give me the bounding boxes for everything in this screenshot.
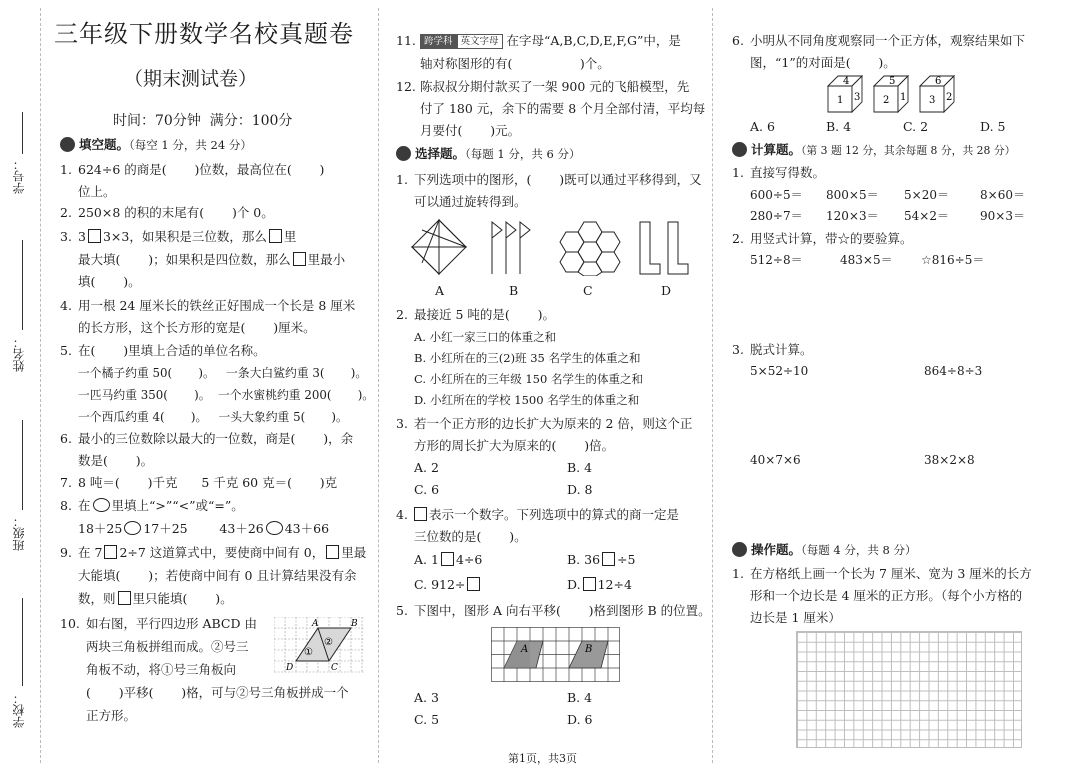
q3-line1: 3 3×3，如果积是三位数，那么 里 bbox=[78, 229, 297, 244]
cube-views-figure bbox=[826, 74, 976, 114]
triangle-2-label: ② bbox=[324, 637, 333, 648]
q6b-opt-c[interactable]: C. 2 bbox=[903, 119, 929, 134]
q5-line1: 在( )里填上合适的单位名称。 bbox=[78, 343, 266, 358]
calc2-number: 2. bbox=[732, 231, 744, 246]
q7-number: 7. bbox=[60, 475, 72, 490]
blank-box[interactable] bbox=[326, 545, 339, 559]
q10-line2: 两块三角板拼组而成。②号三 bbox=[86, 639, 249, 654]
q8-line1: 在 里填上“>”“<”或“=”。 bbox=[78, 498, 244, 513]
blank-box bbox=[467, 577, 480, 591]
q8-number: 8. bbox=[60, 498, 72, 513]
q9-line3: 数，则 里只能填( )。 bbox=[78, 591, 233, 606]
c-q2-opt-d[interactable]: D. 小红所在的学校 1500 名学生的体重之和 bbox=[414, 393, 640, 407]
q6-line2: 数是( )。 bbox=[78, 453, 154, 468]
q6-number: 6. bbox=[60, 431, 72, 446]
q12-line2: 付了 180 元，余下的需要 8 个月全部付清，平均每 bbox=[420, 101, 706, 116]
q10-line1: 如右图，平行四边形 ABCD 由 bbox=[86, 616, 257, 631]
cube2-front: 2 bbox=[883, 95, 890, 106]
cube1-front: 1 bbox=[837, 95, 844, 106]
q6b-line1: 小明从不同角度观察同一个正方体，观察结果如下 bbox=[750, 33, 1026, 48]
student-no-label: 学号： bbox=[12, 158, 26, 194]
shape-d-figure bbox=[638, 218, 692, 276]
c-q2-opt-c[interactable]: C. 小红所在的三年级 150 名学生的体重之和 bbox=[414, 372, 643, 386]
q5-line4: 一个西瓜约重 4( )。 一头大象约重 5( )。 bbox=[78, 410, 348, 424]
blank-box[interactable] bbox=[293, 252, 306, 266]
q6b-opt-b[interactable]: B. 4 bbox=[826, 119, 852, 134]
q2-line1: 250×8 的积的末尾有( )个 0。 bbox=[78, 205, 274, 220]
school-line bbox=[22, 598, 23, 686]
cube1-side: 3 bbox=[854, 92, 861, 103]
q1-line2: 位上。 bbox=[78, 184, 116, 199]
c-q3-opt-a[interactable]: A. 2 bbox=[414, 460, 439, 475]
section-3-heading: 计算题。（第 3 题 12 分，其余每题 8 分，共 28 分） bbox=[732, 141, 1015, 160]
section-badge bbox=[732, 542, 747, 557]
q11-line1: 跨学科 英文字母 在字母“A,B,C,D,E,F,G”中，是 bbox=[420, 31, 681, 51]
c-q3-line2: 方形的周长扩大为原来的( )倍。 bbox=[414, 438, 615, 453]
q4-line1: 用一根 24 厘米长的铁丝正好围成一个长是 8 厘米 bbox=[78, 298, 356, 313]
shape-a-figure bbox=[410, 218, 468, 276]
q5-line2: 一个橘子约重 50( )。 一条大白鲨约重 3( )。 bbox=[78, 366, 368, 380]
name-line bbox=[22, 240, 23, 330]
op1-number: 1. bbox=[732, 566, 744, 581]
calc1-r2-d: 90×3＝ bbox=[980, 209, 1025, 223]
c-q5-opt-a[interactable]: A. 3 bbox=[414, 690, 439, 705]
c-q4-opt-c[interactable]: C. 912÷ bbox=[414, 575, 482, 595]
blank-box[interactable] bbox=[118, 591, 131, 605]
parallelogram-grid-figure bbox=[274, 617, 364, 673]
c-q4-opt-d[interactable]: D. 12÷4 bbox=[567, 577, 632, 592]
calc3-item-3: 40×7×6 bbox=[750, 453, 801, 467]
calc3-title: 脱式计算。 bbox=[750, 342, 813, 357]
q8-line2: 18＋25 17＋25 43＋26 43＋66 bbox=[78, 521, 330, 536]
op1-line2: 形和一个边长是 4 厘米的正方形。（每个小方格的 bbox=[750, 588, 1023, 603]
triangle-1-label: ① bbox=[304, 647, 313, 658]
q2-number: 2. bbox=[60, 205, 72, 220]
c-q5-opt-c[interactable]: C. 5 bbox=[414, 712, 440, 727]
blank-box bbox=[583, 577, 596, 591]
section-badge bbox=[396, 146, 411, 161]
q6b-line2: 图，“1”的对面是( )。 bbox=[750, 55, 896, 70]
c-q4-opt-b[interactable]: B. 36 ÷5 bbox=[567, 552, 636, 567]
exam-meta: 时间：70分钟 满分：100分 bbox=[113, 113, 293, 129]
calc2-item-2: 483×5＝ bbox=[840, 253, 893, 267]
q10-line4: ( )平移( )格，可与②号三角板拼成一个 bbox=[86, 685, 349, 700]
c-q3-opt-d[interactable]: D. 8 bbox=[567, 482, 593, 497]
compare-circle[interactable] bbox=[93, 498, 110, 512]
q7-line1: 8 吨＝( )千克 5 千克 60 克＝( )克 bbox=[78, 475, 338, 490]
op1-line1: 在方格纸上画一个长为 7 厘米、宽为 3 厘米的长方 bbox=[750, 566, 1032, 581]
c-q3-opt-c[interactable]: C. 6 bbox=[414, 482, 440, 497]
compare-circle[interactable] bbox=[266, 521, 283, 535]
calc1-r1-b: 800×5＝ bbox=[826, 188, 879, 202]
binding-line bbox=[40, 8, 41, 763]
opt-c-label[interactable]: C bbox=[583, 283, 593, 298]
c-q3-number: 3. bbox=[396, 416, 408, 431]
c-q4-line1: 表示一个数字。下列选项中的算式的商一定是 bbox=[412, 505, 679, 525]
cube3-top: 6 bbox=[935, 76, 942, 87]
blank-box[interactable] bbox=[104, 545, 117, 559]
c-q4-line2: 三位数的是( )。 bbox=[414, 529, 527, 544]
c-q5-number: 5. bbox=[396, 603, 408, 618]
q4-number: 4. bbox=[60, 298, 72, 313]
q5-number: 5. bbox=[60, 343, 72, 358]
q6b-opt-d[interactable]: D. 5 bbox=[980, 119, 1006, 134]
calc3-number: 3. bbox=[732, 342, 744, 357]
q10-line5: 正方形。 bbox=[86, 708, 137, 723]
shape-a-label: A bbox=[521, 644, 529, 655]
q6b-number: 6. bbox=[732, 33, 744, 48]
class-label: 班级： bbox=[12, 515, 26, 551]
q9-line2: 大能填( )；若使商中间有 0 且计算结果没有余 bbox=[78, 568, 357, 583]
column-divider-1 bbox=[378, 8, 379, 763]
section-badge bbox=[60, 137, 75, 152]
cube2-side: 1 bbox=[900, 92, 907, 103]
cube3-front: 3 bbox=[929, 95, 936, 106]
q3-line2: 最大填( )；如果积是四位数，那么 里最小 bbox=[78, 252, 346, 267]
section-1-heading: 填空题。（每空 1 分，共 24 分） bbox=[60, 136, 252, 154]
calc1-r2-a: 280÷7＝ bbox=[750, 209, 803, 223]
c-q5-line1: 下图中，图形 A 向右平移( )格到图形 B 的位置。 bbox=[414, 603, 711, 618]
q10-number: 10. bbox=[60, 616, 80, 631]
q5-line3: 一匹马约重 350( )。 一个水蜜桃约重 200( )。 bbox=[78, 388, 375, 402]
q12-line3: 月要付( )元。 bbox=[420, 123, 521, 138]
q12-number: 12. bbox=[396, 79, 416, 94]
shape-b-figure bbox=[488, 218, 538, 276]
blank-box[interactable] bbox=[88, 229, 101, 243]
c-q1-line2: 可以通过旋转得到。 bbox=[414, 194, 527, 209]
c-q4-number: 4. bbox=[396, 507, 408, 522]
calc2-item-1: 512÷8＝ bbox=[750, 253, 803, 267]
c-q2-opt-b[interactable]: B. 小红所在的三(2)班 35 名学生的体重之和 bbox=[414, 351, 641, 365]
opt-d-label[interactable]: D bbox=[661, 283, 672, 298]
shape-c-figure bbox=[558, 220, 622, 276]
page-title: 三年级下册数学名校真题卷 bbox=[54, 20, 354, 48]
c-q1-number: 1. bbox=[396, 172, 408, 187]
calc3-item-1: 5×52÷10 bbox=[750, 364, 809, 378]
cube2-top: 5 bbox=[889, 76, 896, 87]
student-no-line bbox=[22, 112, 23, 154]
vertex-b: B bbox=[351, 619, 358, 629]
blank-box[interactable] bbox=[269, 229, 282, 243]
op1-line3: 边长是 1 厘米） bbox=[750, 610, 841, 625]
cube3-side: 2 bbox=[946, 92, 953, 103]
q3-number: 3. bbox=[60, 229, 72, 244]
q9-number: 9. bbox=[60, 545, 72, 560]
page-footer: 第1页，共3页 bbox=[508, 752, 577, 765]
section-4-heading: 操作题。（每题 4 分，共 8 分） bbox=[732, 541, 917, 559]
q6b-opt-a[interactable]: A. 6 bbox=[750, 119, 775, 134]
drawing-grid[interactable] bbox=[796, 631, 1022, 748]
calc1-r2-b: 120×3＝ bbox=[826, 209, 879, 223]
calc1-r2-c: 54×2＝ bbox=[904, 209, 949, 223]
c-q2-opt-a[interactable]: A. 小红一家三口的体重之和 bbox=[414, 330, 557, 344]
calc2-title: 用竖式计算，带☆的要验算。 bbox=[750, 231, 913, 246]
class-line bbox=[22, 420, 23, 510]
column-divider-2 bbox=[712, 8, 713, 763]
opt-a-label[interactable]: A bbox=[435, 283, 445, 298]
calc3-item-2: 864÷8÷3 bbox=[924, 364, 983, 378]
blank-box bbox=[441, 552, 454, 566]
c-q4-opt-a[interactable]: A. 1 4÷6 bbox=[414, 552, 483, 567]
school-label: 学校： bbox=[12, 692, 26, 728]
cube1-top: 4 bbox=[843, 76, 850, 87]
q11-line2: 轴对称图形的有( )个。 bbox=[420, 56, 610, 71]
c-q1-line1: 下列选项中的图形，( )既可以通过平移得到，又 bbox=[414, 172, 702, 187]
q1-line1: 624÷6 的商是( )位数，最高位在( ) bbox=[78, 162, 325, 177]
calc1-r1-d: 8×60＝ bbox=[980, 188, 1025, 202]
shape-b-label: B bbox=[585, 644, 593, 655]
vertex-a: A bbox=[312, 619, 319, 629]
calc2-item-3: ☆816÷5＝ bbox=[921, 253, 985, 267]
q9-line1: 在 7 2÷7 这道算式中，要使商中间有 0， 里最 bbox=[78, 545, 367, 560]
calc1-r1-a: 600÷5＝ bbox=[750, 188, 803, 202]
vertex-d: D bbox=[286, 663, 294, 673]
c-q3-opt-b[interactable]: B. 4 bbox=[567, 460, 593, 475]
q4-line2: 的长方形，这个长方形的宽是( )厘米。 bbox=[78, 320, 316, 335]
vertex-c: C bbox=[331, 663, 338, 673]
calc1-number: 1. bbox=[732, 165, 744, 180]
calc3-item-4: 38×2×8 bbox=[924, 453, 975, 467]
blank-box bbox=[414, 507, 427, 521]
q6-line1: 最小的三位数除以最大的一位数，商是( )，余 bbox=[78, 431, 354, 446]
opt-b-label[interactable]: B bbox=[509, 283, 519, 298]
compare-circle[interactable] bbox=[124, 521, 141, 535]
name-label: 姓名： bbox=[12, 336, 26, 372]
blank-box bbox=[602, 552, 615, 566]
q3-line3: 填( )。 bbox=[78, 274, 141, 289]
c-q2-number: 2. bbox=[396, 307, 408, 322]
calc1-title: 直接写得数。 bbox=[750, 165, 826, 180]
c-q3-line1: 若一个正方形的边长扩大为原来的 2 倍，则这个正 bbox=[414, 416, 693, 431]
section-2-heading: 选择题。（每题 1 分，共 6 分） bbox=[396, 145, 581, 163]
q1-number: 1. bbox=[60, 162, 72, 177]
translation-grid-figure bbox=[491, 627, 621, 683]
c-q5-opt-d[interactable]: D. 6 bbox=[567, 712, 593, 727]
calc1-r1-c: 5×20＝ bbox=[904, 188, 949, 202]
c-q2-line1: 最接近 5 吨的是( )。 bbox=[414, 307, 555, 322]
q11-number: 11. bbox=[396, 33, 416, 48]
q10-line3: 角板不动，将①号三角板向 bbox=[86, 662, 237, 677]
section-badge bbox=[732, 142, 747, 157]
page-subtitle: （期末测试卷） bbox=[124, 68, 258, 90]
c-q5-opt-b[interactable]: B. 4 bbox=[567, 690, 593, 705]
q12-line1: 陈叔叔分期付款买了一架 900 元的飞船模型，先 bbox=[420, 79, 690, 94]
